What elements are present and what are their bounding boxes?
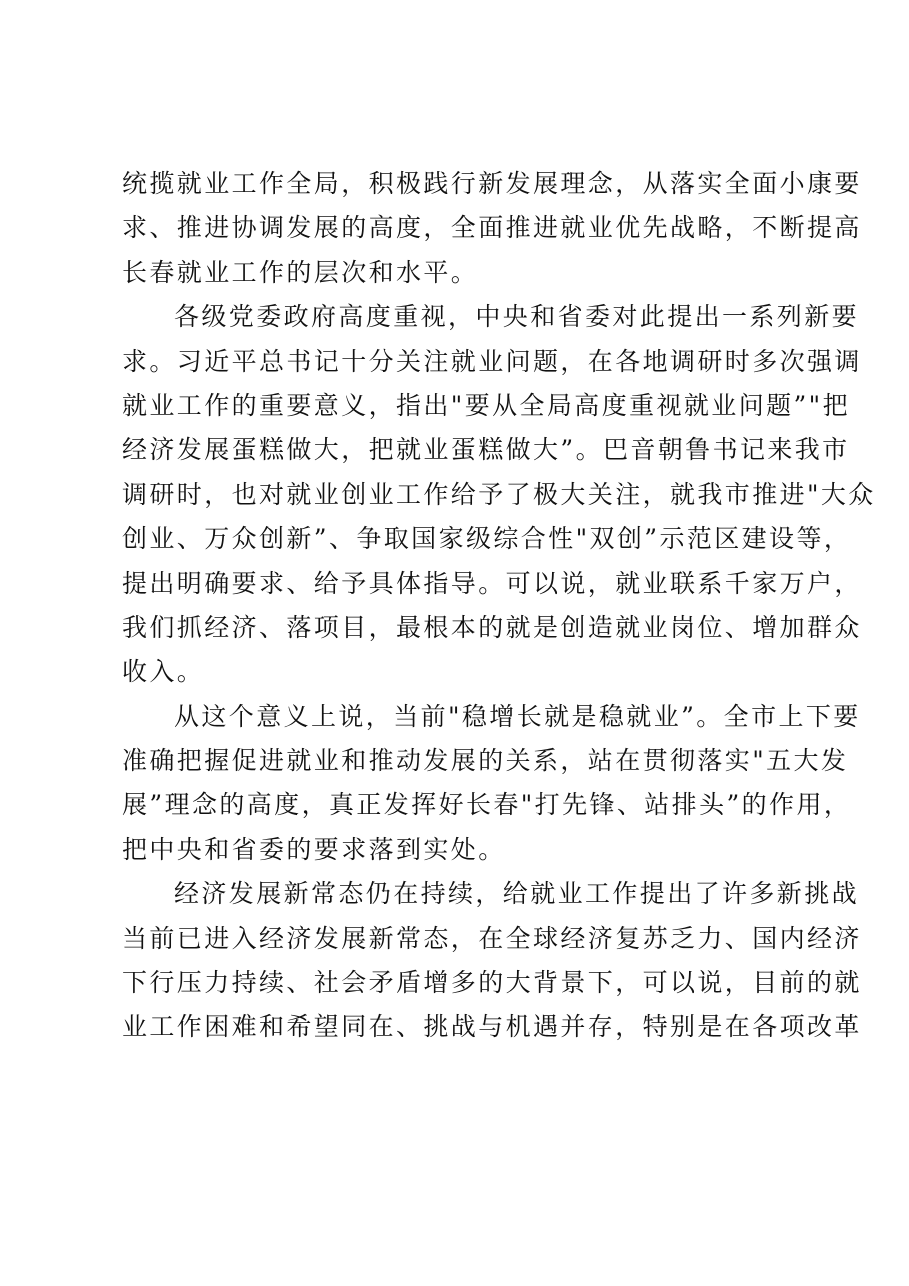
text-line: 创业、万众创新”、争取国家级综合性"双创”示范区建设等，: [122, 524, 852, 554]
text-line: 求。习近平总书记十分关注就业问题，在各地调研时多次强调: [122, 346, 862, 376]
text-line: 提出明确要求、给予具体指导。可以说，就业联系千家万户，: [122, 568, 862, 598]
text-line: 经济发展蛋糕做大，把就业蛋糕做大”。巴音朝鲁书记来我市: [122, 435, 850, 465]
paragraph-4: [122, 872, 862, 1050]
text-line: 当前已进入经济发展新常态，在全球经济复苏乏力、国内经济: [122, 923, 862, 953]
text-line: 下行压力持续、社会矛盾增多的大背景下，可以说，目前的就: [122, 968, 862, 998]
text-line: 统揽就业工作全局，积极践行新发展理念，从落实全面小康要: [122, 169, 862, 198]
text-line: 准确把握促进就业和推动发展的关系，站在贯彻落实"五大发: [122, 746, 849, 776]
text-line: 把中央和省委的要求落到实处。: [122, 834, 506, 864]
text-line: 各级党委政府高度重视，中央和省委对此提出一系列新要: [174, 302, 860, 332]
text-line: 调研时，也对就业创业工作给予了极大关注，就我市推进"大众: [122, 479, 876, 509]
text-line: 展”理念的高度，真正发挥好长春"打先锋、站排头”的作用，: [122, 790, 852, 820]
paragraph-3: [122, 695, 861, 873]
text-line: 从这个意义上说，当前"稳增长就是稳就业”。全市上下要: [174, 701, 861, 731]
text-line: 长春就业工作的层次和水平。: [122, 257, 479, 287]
text-line: 求、推进协调发展的高度，全面推进就业优先战略，不断提高: [122, 213, 862, 243]
text-line: 收入。: [122, 657, 205, 687]
paragraph-1: [122, 162, 862, 295]
text-line: 我们抓经济、落项目，最根本的就是创造就业岗位、增加群众: [122, 612, 862, 642]
document-body: [122, 162, 876, 1050]
text-line: 经济发展新常态仍在持续，给就业工作提出了许多新挑战: [174, 879, 860, 909]
paragraph-2: [122, 295, 876, 695]
text-line: 就业工作的重要意义，指出"要从全局高度重视就业问题”"把: [122, 390, 850, 420]
text-line: 业工作困难和希望同在、挑战与机遇并存，特别是在各项改革: [122, 1012, 862, 1042]
